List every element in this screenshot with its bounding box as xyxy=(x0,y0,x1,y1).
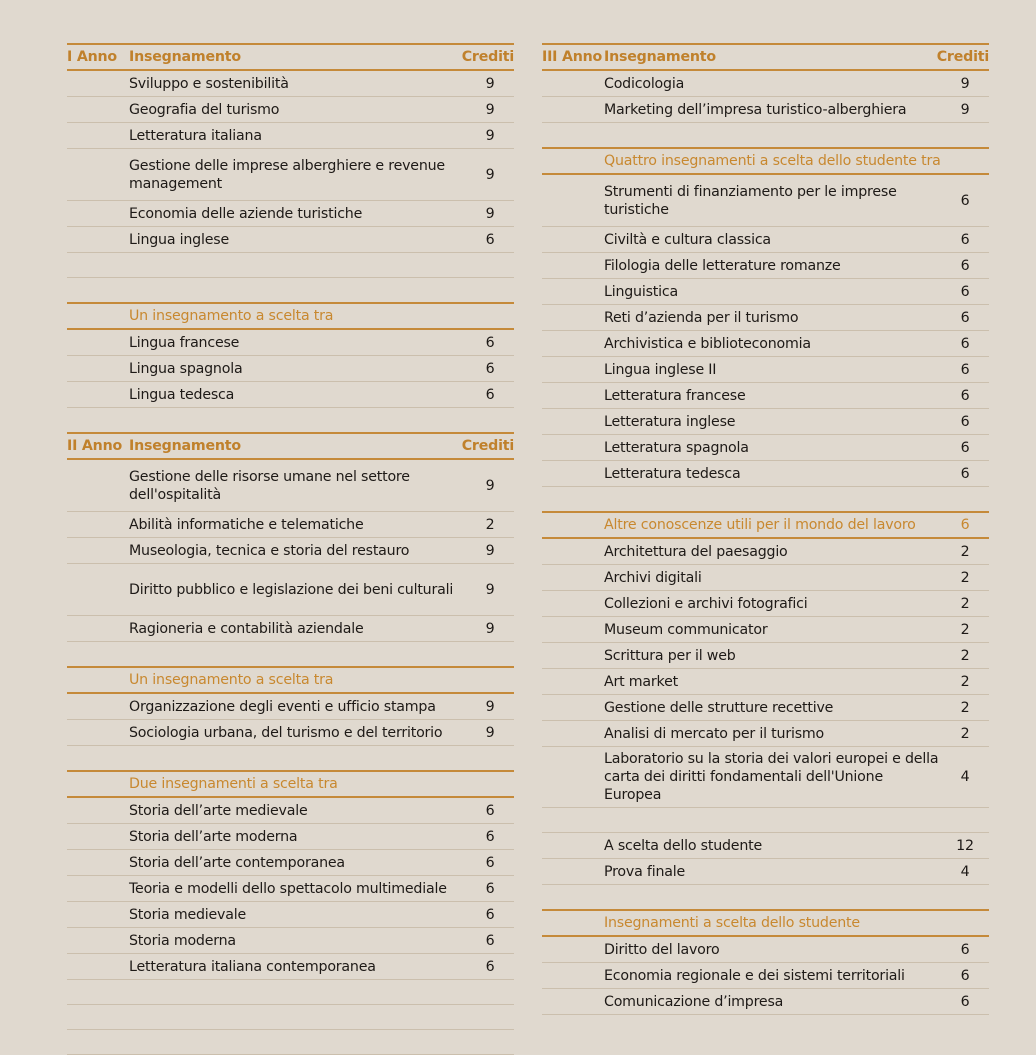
course-name: Storia dell’arte medievale xyxy=(129,802,308,819)
course-name: Prova finale xyxy=(604,863,685,880)
spacer xyxy=(67,408,514,432)
course-row xyxy=(542,565,989,591)
course-credits: 6 xyxy=(485,958,495,975)
year3-courses xyxy=(542,71,989,123)
course-row xyxy=(542,253,989,279)
course-name: Linguistica xyxy=(604,283,678,300)
credits-header: Crediti xyxy=(461,438,514,454)
course-credits: 9 xyxy=(960,75,970,92)
course-row xyxy=(542,721,989,747)
course-name: Letteratura inglese xyxy=(604,413,736,430)
group-title xyxy=(67,770,514,798)
course-credits: 2 xyxy=(960,673,970,690)
course-credits: 6 xyxy=(960,231,970,248)
group-title-text: Quattro insegnamenti a scelta dello studente tra xyxy=(604,153,941,169)
course-row xyxy=(67,564,514,616)
course-row xyxy=(67,902,514,928)
course-row xyxy=(67,694,514,720)
course-credits: 6 xyxy=(485,906,495,923)
spacer xyxy=(67,1005,514,1030)
course-row xyxy=(542,71,989,97)
course-name: Lingua spagnola xyxy=(129,360,243,377)
course-name: Storia moderna xyxy=(129,932,236,949)
course-name: Filologia delle letterature romanze xyxy=(604,257,841,274)
course-credits: 6 xyxy=(960,283,970,300)
course-name: Gestione delle imprese alberghiere e revenue management xyxy=(129,157,445,192)
course-row xyxy=(542,695,989,721)
course-row xyxy=(67,356,514,382)
course-credits: 9 xyxy=(485,75,495,92)
course-row xyxy=(67,720,514,746)
course-row xyxy=(542,937,989,963)
group-title-text: Un insegnamento a scelta tra xyxy=(129,672,334,688)
course-name: Letteratura italiana xyxy=(129,127,262,144)
course-row xyxy=(542,383,989,409)
course-credits: 6 xyxy=(485,932,495,949)
course-row xyxy=(542,833,989,859)
spacer xyxy=(67,642,514,666)
group-title-text: Un insegnamento a scelta tra xyxy=(129,308,334,324)
course-credits: 6 xyxy=(485,386,495,403)
course-credits: 6 xyxy=(960,465,970,482)
course-row xyxy=(67,382,514,408)
course-credits: 2 xyxy=(960,595,970,612)
course-row xyxy=(67,850,514,876)
course-row xyxy=(67,928,514,954)
year2-choices2 xyxy=(67,798,514,980)
course-credits: 4 xyxy=(960,769,970,785)
course-name: Geografia del turismo xyxy=(129,101,280,118)
group-credits: 6 xyxy=(960,517,970,533)
course-credits: 2 xyxy=(960,699,970,716)
year1-header xyxy=(67,43,514,71)
course-name: Lingua inglese xyxy=(129,231,229,248)
course-name: Storia medievale xyxy=(129,906,247,923)
course-name: Lingua tedesca xyxy=(129,386,235,403)
course-credits: 9 xyxy=(485,477,495,494)
course-row xyxy=(67,330,514,356)
year2-courses xyxy=(67,460,514,642)
course-credits: 6 xyxy=(960,309,970,326)
year3-header xyxy=(542,43,989,71)
year-label: III Anno xyxy=(542,49,603,65)
course-row xyxy=(67,512,514,538)
group-title xyxy=(67,666,514,694)
spacer xyxy=(67,980,514,1005)
course-row xyxy=(542,409,989,435)
course-name: Economia delle aziende turistiche xyxy=(129,205,363,222)
course-credits: 6 xyxy=(485,828,495,845)
course-row xyxy=(542,279,989,305)
spacer xyxy=(67,253,514,278)
course-name: Diritto del lavoro xyxy=(604,941,720,958)
course-row xyxy=(542,97,989,123)
course-name: Letteratura italiana contemporanea xyxy=(129,958,376,975)
course-row xyxy=(67,616,514,642)
course-header: Insegnamento xyxy=(129,438,241,454)
course-name: Archivistica e biblioteconomia xyxy=(604,335,811,352)
spacer xyxy=(542,885,989,909)
course-row xyxy=(67,97,514,123)
course-row xyxy=(542,859,989,885)
course-row xyxy=(67,123,514,149)
course-row xyxy=(67,149,514,201)
right-column xyxy=(542,43,989,1015)
year2-choices1 xyxy=(67,694,514,746)
course-name: Letteratura tedesca xyxy=(604,465,741,482)
course-credits: 9 xyxy=(485,581,495,598)
group-title-text: Insegnamenti a scelta dello studente xyxy=(604,915,860,931)
course-row xyxy=(542,461,989,487)
course-name: Scrittura per il web xyxy=(604,647,736,664)
course-row xyxy=(67,876,514,902)
course-row xyxy=(542,331,989,357)
course-credits: 9 xyxy=(485,101,495,118)
course-name: A scelta dello studente xyxy=(604,837,763,854)
course-header: Insegnamento xyxy=(604,49,716,65)
course-row xyxy=(67,538,514,564)
course-credits: 12 xyxy=(956,837,974,854)
course-name: Sviluppo e sostenibilità xyxy=(129,75,289,92)
course-credits: 6 xyxy=(485,231,495,248)
course-name: Gestione delle risorse umane nel settore dell'ospitalità xyxy=(129,468,410,503)
course-credits: 6 xyxy=(960,335,970,352)
course-credits: 6 xyxy=(485,802,495,819)
spacer xyxy=(67,1030,514,1055)
course-row xyxy=(542,539,989,565)
year3-choices1 xyxy=(542,175,989,487)
course-name: Analisi di mercato per il turismo xyxy=(604,725,824,742)
group-title xyxy=(67,302,514,330)
course-name: Lingua francese xyxy=(129,334,240,351)
course-row xyxy=(542,591,989,617)
course-credits: 9 xyxy=(485,166,495,183)
course-credits: 6 xyxy=(960,439,970,456)
course-credits: 6 xyxy=(960,967,970,984)
course-name: Gestione delle strutture recettive xyxy=(604,699,834,716)
course-row xyxy=(542,175,989,227)
group-title xyxy=(542,909,989,937)
course-row xyxy=(542,963,989,989)
year1-choices xyxy=(67,330,514,408)
course-credits: 2 xyxy=(960,543,970,560)
course-name: Organizzazione degli eventi e ufficio stampa xyxy=(129,698,436,715)
year3-other xyxy=(542,539,989,808)
course-credits: 2 xyxy=(960,647,970,664)
credits-header: Crediti xyxy=(936,49,989,65)
group-title-text: Due insegnamenti a scelta tra xyxy=(129,776,338,792)
course-name: Economia regionale e dei sistemi territoriali xyxy=(604,967,905,984)
course-name: Lingua inglese II xyxy=(604,361,717,378)
year2-header xyxy=(67,432,514,460)
course-credits: 6 xyxy=(960,257,970,274)
course-name: Storia dell’arte moderna xyxy=(129,828,298,845)
course-credits: 2 xyxy=(960,725,970,742)
year-label: I Anno xyxy=(67,49,117,65)
course-row xyxy=(67,798,514,824)
course-credits: 6 xyxy=(485,360,495,377)
course-credits: 6 xyxy=(960,993,970,1010)
spacer xyxy=(67,746,514,770)
course-row xyxy=(67,201,514,227)
course-name: Architettura del paesaggio xyxy=(604,543,788,560)
course-name: Letteratura francese xyxy=(604,387,746,404)
course-credits: 6 xyxy=(485,334,495,351)
course-credits: 9 xyxy=(485,127,495,144)
course-name: Archivi digitali xyxy=(604,569,702,586)
spacer xyxy=(542,487,989,511)
course-name: Strumenti di finanziamento per le imprese turistiche xyxy=(604,183,897,218)
course-row xyxy=(542,435,989,461)
course-credits: 9 xyxy=(485,542,495,559)
credits-header: Crediti xyxy=(461,49,514,65)
course-name: Sociologia urbana, del turismo e del territorio xyxy=(129,724,443,741)
course-name: Laboratorio su la storia dei valori europei e della carta dei diritti fondamentali dell'Unione Europea xyxy=(604,751,939,803)
group-title-text: Altre conoscenze utili per il mondo del lavoro xyxy=(604,517,916,533)
course-credits: 9 xyxy=(485,620,495,637)
group-title xyxy=(542,511,989,539)
course-row xyxy=(542,643,989,669)
course-header: Insegnamento xyxy=(129,49,241,65)
course-credits: 6 xyxy=(960,361,970,378)
course-name: Abilità informatiche e telematiche xyxy=(129,516,364,533)
left-column xyxy=(67,43,514,1055)
course-credits: 2 xyxy=(485,516,495,533)
spacer xyxy=(542,808,989,833)
course-credits: 9 xyxy=(960,101,970,118)
course-name: Teoria e modelli dello spettacolo multimediale xyxy=(129,880,447,897)
course-name: Diritto pubblico e legislazione dei beni culturali xyxy=(129,581,454,598)
spacer xyxy=(67,278,514,302)
course-name: Art market xyxy=(604,673,678,690)
course-name: Codicologia xyxy=(604,75,685,92)
course-credits: 6 xyxy=(485,854,495,871)
course-name: Letteratura spagnola xyxy=(604,439,749,456)
course-credits: 4 xyxy=(960,863,970,880)
course-name: Museologia, tecnica e storia del restauro xyxy=(129,542,410,559)
course-row xyxy=(67,954,514,980)
course-row xyxy=(542,305,989,331)
course-row xyxy=(542,227,989,253)
course-credits: 6 xyxy=(960,387,970,404)
course-name: Reti d’azienda per il turismo xyxy=(604,309,799,326)
course-name: Museum communicator xyxy=(604,621,768,638)
course-credits: 6 xyxy=(485,880,495,897)
course-row xyxy=(67,460,514,512)
year3-electives xyxy=(542,937,989,1015)
year1-courses xyxy=(67,71,514,253)
group-title xyxy=(542,147,989,175)
course-name: Comunicazione d’impresa xyxy=(604,993,784,1010)
course-name: Ragioneria e contabilità aziendale xyxy=(129,620,364,637)
course-credits: 6 xyxy=(960,413,970,430)
course-credits: 6 xyxy=(960,941,970,958)
course-row xyxy=(67,824,514,850)
spacer xyxy=(542,123,989,147)
course-row xyxy=(542,617,989,643)
course-row xyxy=(542,747,989,808)
course-name: Marketing dell’impresa turistico-alberghiera xyxy=(604,101,907,118)
course-credits: 6 xyxy=(960,192,970,209)
course-credits: 9 xyxy=(485,205,495,222)
course-row xyxy=(542,989,989,1015)
course-credits: 9 xyxy=(485,724,495,741)
course-credits: 9 xyxy=(485,698,495,715)
course-name: Collezioni e archivi fotografici xyxy=(604,595,808,612)
year-label: II Anno xyxy=(67,438,123,454)
course-row xyxy=(67,227,514,253)
course-credits: 2 xyxy=(960,569,970,586)
year3-final xyxy=(542,833,989,885)
course-name: Storia dell’arte contemporanea xyxy=(129,854,345,871)
course-row xyxy=(67,71,514,97)
course-credits: 2 xyxy=(960,621,970,638)
course-name: Civiltà e cultura classica xyxy=(604,231,771,248)
course-row xyxy=(542,357,989,383)
course-row xyxy=(542,669,989,695)
